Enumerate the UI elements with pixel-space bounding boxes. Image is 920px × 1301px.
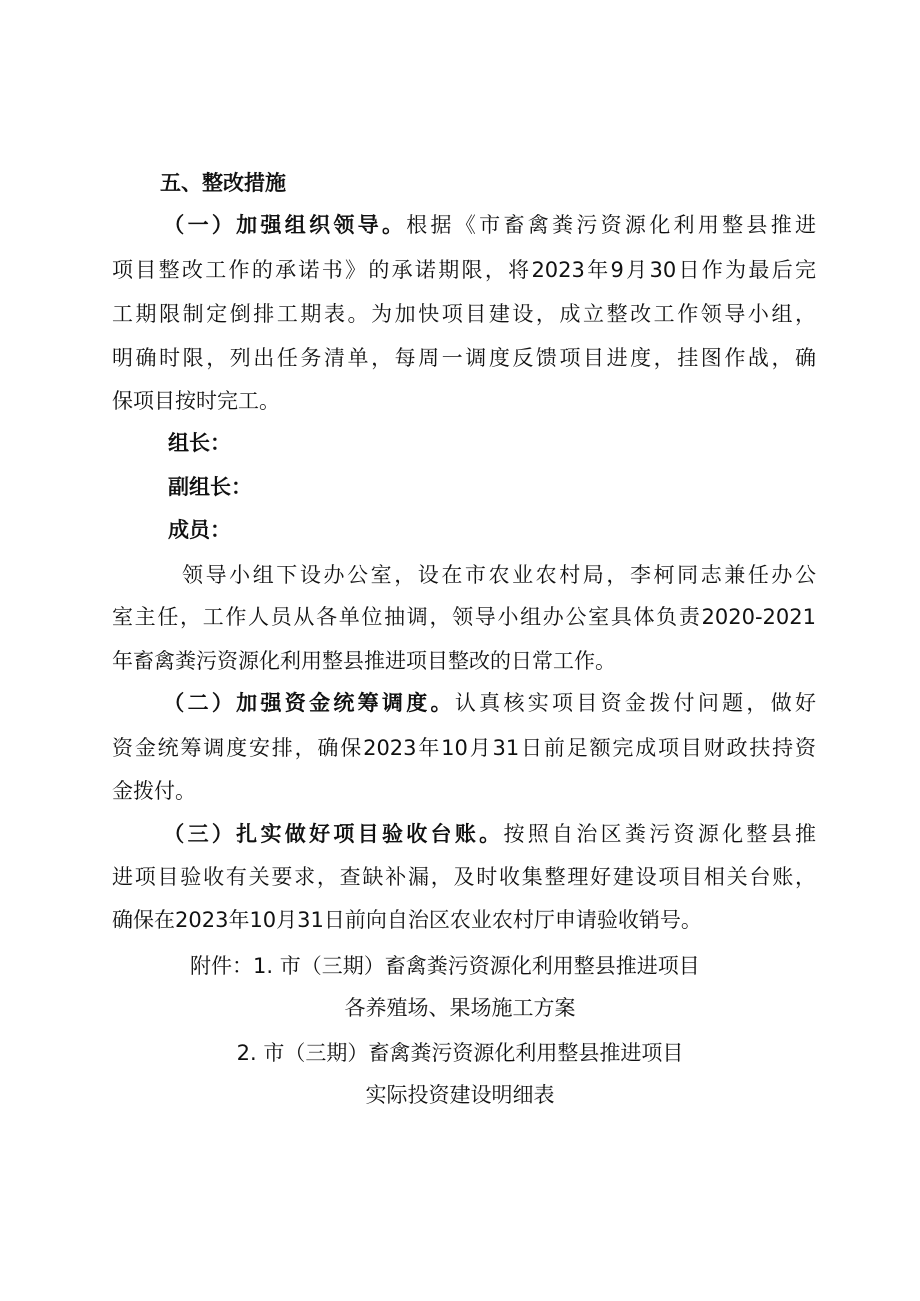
item2-title: （二）加强资金统筹调度。 bbox=[160, 691, 455, 715]
item2-line1 bbox=[112, 688, 816, 718]
item1-line2: 项目整改工作的承诺书》的承诺期限，将2023年9月30日作为最后完 bbox=[112, 258, 816, 282]
item3-title: （三）扎实做好项目验收台账。 bbox=[160, 822, 504, 846]
item3-line1-text: 按照自治区粪污资源化整县推 bbox=[503, 822, 817, 846]
attachment-1-line1: 附件：1. 市（三期）畜禽粪污资源化利用整县推进项目 bbox=[190, 954, 700, 978]
office-line2: 室主任，工作人员从各单位抽调，领导小组办公室具体负责2020-2021 bbox=[112, 605, 816, 629]
office-line3: 年畜禽粪污资源化利用整县推进项目整改的日常工作。 bbox=[112, 649, 616, 673]
item1-line1 bbox=[112, 210, 816, 240]
item1-line4: 明确时限，列出任务清单，每周一调度反馈项目进度，挂图作战，确 bbox=[112, 346, 816, 370]
item3-line3: 确保在2023年10月31日前向自治区农业农村厅申请验收销号。 bbox=[112, 908, 702, 932]
section-heading: 五、整改措施 bbox=[160, 171, 286, 195]
item3-line2: 进项目验收有关要求，查缺补漏，及时收集整理好建设项目相关台账， bbox=[112, 865, 816, 889]
deputy-leader-label: 副组长： bbox=[168, 475, 252, 499]
members-label: 成员： bbox=[168, 518, 231, 542]
item1-line3: 工期限制定倒排工期表。为加快项目建设，成立整改工作领导小组， bbox=[112, 302, 816, 326]
item1-line5: 保项目按时完工。 bbox=[112, 389, 280, 413]
leader-label: 组长： bbox=[168, 431, 231, 455]
item1-title: （一）加强组织领导。 bbox=[160, 213, 407, 237]
item2-line1-text: 认真核实项目资金拨付问题，做好 bbox=[454, 691, 817, 715]
item3-line1 bbox=[112, 819, 816, 849]
office-line1: 领导小组下设办公室，设在市农业农村局，李柯同志兼任办公 bbox=[182, 563, 816, 587]
attachment-2-line2: 实际投资建设明细表 bbox=[365, 1083, 555, 1107]
item1-line1-text: 根据《市畜禽粪污资源化利用整县推进 bbox=[406, 213, 817, 237]
attachment-1-line2: 各养殖场、果场施工方案 bbox=[344, 996, 576, 1020]
item2-line2: 资金统筹调度安排，确保2023年10月31日前足额完成项目财政扶持资 bbox=[112, 736, 816, 760]
item2-line3: 金拨付。 bbox=[112, 779, 196, 803]
attachment-2-line1: 2. 市（三期）畜禽粪污资源化利用整县推进项目 bbox=[236, 1041, 684, 1065]
